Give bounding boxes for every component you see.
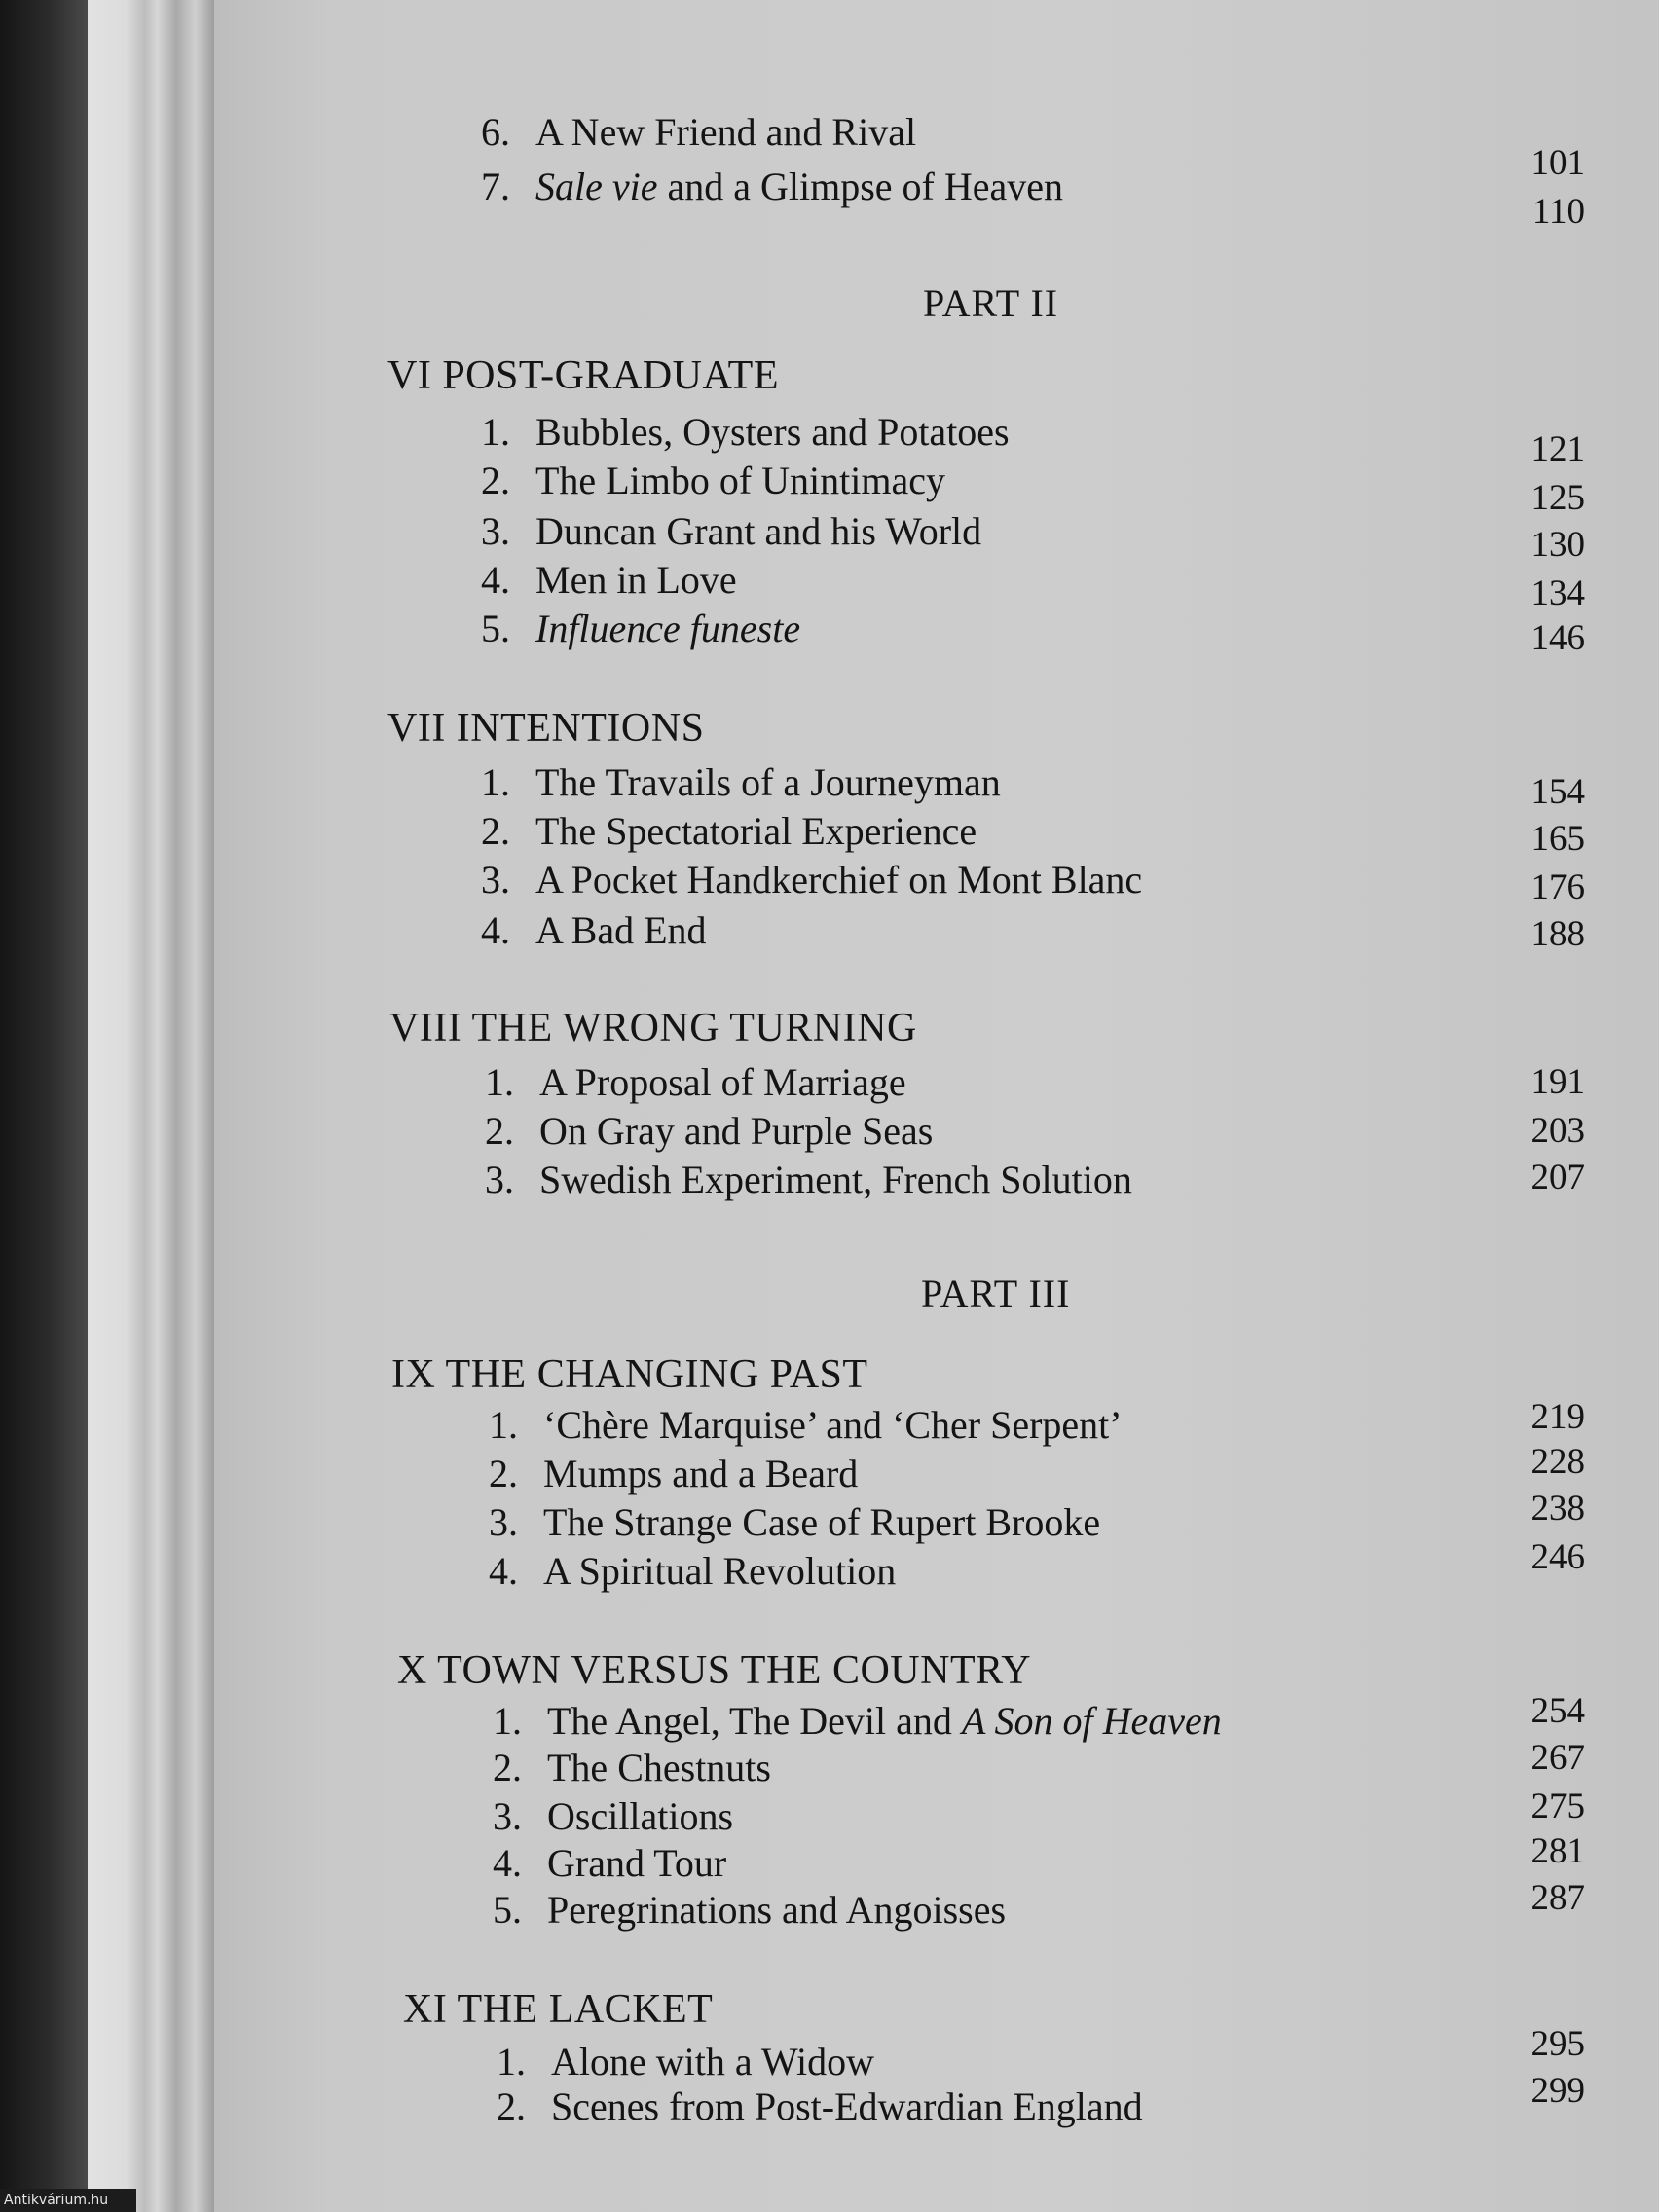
- entry-title-italic: Sale vie: [535, 165, 658, 208]
- entry-title-italic: A Son of Heaven: [961, 1699, 1222, 1743]
- toc-entry: [481, 759, 1001, 805]
- entry-title: A New Friend and Rival: [535, 110, 917, 154]
- toc-entry: [481, 458, 945, 503]
- toc-entry: [481, 508, 981, 554]
- chapter-heading: IX THE CHANGING PAST: [391, 1352, 868, 1397]
- entry-title: A Spiritual Revolution: [543, 1549, 897, 1593]
- entry-title: Bubbles, Oysters and Potatoes: [535, 410, 1010, 454]
- entry-title: Grand Tour: [547, 1841, 727, 1885]
- toc-entry: [481, 164, 1063, 209]
- entry-number: 5.: [493, 1888, 522, 1932]
- entry-number: 1.: [481, 410, 510, 454]
- part-heading: PART III: [921, 1272, 1071, 1315]
- entry-page: 121: [1530, 429, 1585, 469]
- toc-entry: [489, 1548, 896, 1594]
- toc-entry: [493, 1887, 1006, 1933]
- entry-page: 275: [1530, 1787, 1585, 1826]
- entry-page: 246: [1530, 1537, 1585, 1577]
- toc-entry: [489, 1402, 1123, 1448]
- entry-number: 1.: [489, 1403, 518, 1447]
- entry-page: 254: [1530, 1691, 1585, 1731]
- entry-number: 3.: [489, 1500, 518, 1544]
- entry-page: 134: [1530, 573, 1585, 613]
- entry-page: 125: [1530, 478, 1585, 518]
- entry-page: 267: [1530, 1738, 1585, 1778]
- entry-title: Oscillations: [547, 1794, 734, 1838]
- entry-number: 5.: [481, 607, 510, 650]
- entry-title: On Gray and Purple Seas: [539, 1109, 934, 1153]
- entry-title: and a Glimpse of Heaven: [657, 165, 1064, 208]
- entry-number: 4.: [481, 558, 510, 602]
- entry-page: 191: [1530, 1062, 1585, 1102]
- entry-number: 1.: [493, 1699, 522, 1743]
- toc-entry: [485, 1108, 933, 1154]
- entry-title: Swedish Experiment, French Solution: [539, 1158, 1132, 1201]
- entry-number: 1.: [481, 760, 510, 804]
- entry-title: ‘Chère Marquise’ and ‘Cher Serpent’: [543, 1403, 1123, 1447]
- entry-page: 238: [1530, 1489, 1585, 1529]
- chapter-heading: VI POST-GRADUATE: [387, 353, 779, 398]
- toc-entry: [485, 1059, 906, 1105]
- entry-title: The Limbo of Unintimacy: [535, 459, 946, 502]
- entry-title: The Chestnuts: [547, 1746, 771, 1789]
- entry-title: Peregrinations and Angoisses: [547, 1888, 1007, 1932]
- toc-entry: [485, 1157, 1132, 1202]
- entry-number: 1.: [497, 2040, 526, 2083]
- entry-page: 203: [1530, 1111, 1585, 1151]
- entry-number: 2.: [493, 1746, 522, 1789]
- toc-entry: [481, 857, 1142, 903]
- entry-title: A Proposal of Marriage: [539, 1060, 906, 1104]
- entry-title: The Strange Case of Rupert Brooke: [543, 1500, 1101, 1544]
- chapter-heading: X TOWN VERSUS THE COUNTRY: [397, 1648, 1032, 1693]
- chapter-heading: VIII THE WRONG TURNING: [389, 1006, 917, 1051]
- entry-number: 4.: [489, 1549, 518, 1593]
- toc-entry: [481, 557, 737, 603]
- entry-number: 2.: [481, 459, 510, 502]
- entry-title: The Travails of a Journeyman: [535, 760, 1001, 804]
- toc-entry: [493, 1793, 733, 1839]
- entry-page: 281: [1530, 1831, 1585, 1871]
- toc-entry: [481, 409, 1010, 455]
- entry-page: 295: [1530, 2024, 1585, 2064]
- toc-entry: [497, 2083, 1143, 2129]
- toc-entry: [489, 1451, 858, 1496]
- entry-number: 2.: [489, 1452, 518, 1495]
- entry-number: 4.: [481, 908, 510, 952]
- entry-number: 3.: [493, 1794, 522, 1838]
- entry-number: 3.: [485, 1158, 514, 1201]
- entry-page: 176: [1530, 867, 1585, 907]
- toc-entry: [493, 1698, 1222, 1744]
- toc-entry: [493, 1840, 726, 1886]
- entry-page: 154: [1530, 772, 1585, 812]
- entry-number: 7.: [481, 165, 510, 208]
- entry-title-italic: Influence funeste: [535, 607, 801, 650]
- entry-number: 2.: [481, 809, 510, 853]
- part-heading: PART II: [923, 281, 1059, 325]
- entry-title: Alone with a Widow: [551, 2040, 875, 2083]
- toc-entry: [481, 606, 800, 651]
- entry-title: Mumps and a Beard: [543, 1452, 859, 1495]
- entry-title: Men in Love: [535, 558, 737, 602]
- entry-page: 228: [1530, 1442, 1585, 1482]
- entry-page: 165: [1530, 819, 1585, 859]
- toc-entry: [489, 1499, 1100, 1545]
- chapter-heading: XI THE LACKET: [403, 1987, 714, 2032]
- entry-number: 2.: [485, 1109, 514, 1153]
- entry-title: The Angel, The Devil and: [547, 1699, 962, 1743]
- entry-title: The Spectatorial Experience: [535, 809, 977, 853]
- toc-entry: [493, 1745, 771, 1790]
- entry-page: 188: [1530, 914, 1585, 954]
- entry-title: Scenes from Post-Edwardian England: [551, 2084, 1143, 2128]
- toc-entry: [497, 2039, 874, 2084]
- entry-title: A Pocket Handkerchief on Mont Blanc: [535, 858, 1143, 902]
- entry-number: 3.: [481, 858, 510, 902]
- entry-title: A Bad End: [535, 908, 707, 952]
- entry-page: 299: [1530, 2071, 1585, 2111]
- entry-page: 130: [1530, 525, 1585, 565]
- entry-page: 207: [1530, 1158, 1585, 1198]
- entry-page: 101: [1530, 143, 1585, 183]
- entry-page: 287: [1530, 1878, 1585, 1918]
- entry-page: 146: [1530, 618, 1585, 658]
- entry-page: 219: [1530, 1397, 1585, 1437]
- entry-number: 2.: [497, 2084, 526, 2128]
- toc-entry: [481, 808, 977, 854]
- chapter-heading: VII INTENTIONS: [387, 706, 705, 751]
- entry-number: 3.: [481, 509, 510, 553]
- watermark: Antikvárium.hu: [0, 2189, 136, 2212]
- entry-number: 6.: [481, 110, 510, 154]
- entry-number: 1.: [485, 1060, 514, 1104]
- entry-page: 110: [1531, 192, 1585, 232]
- entry-number: 4.: [493, 1841, 522, 1885]
- entry-title: Duncan Grant and his World: [535, 509, 982, 553]
- toc-entry: [481, 109, 916, 155]
- toc-entry: [481, 907, 707, 953]
